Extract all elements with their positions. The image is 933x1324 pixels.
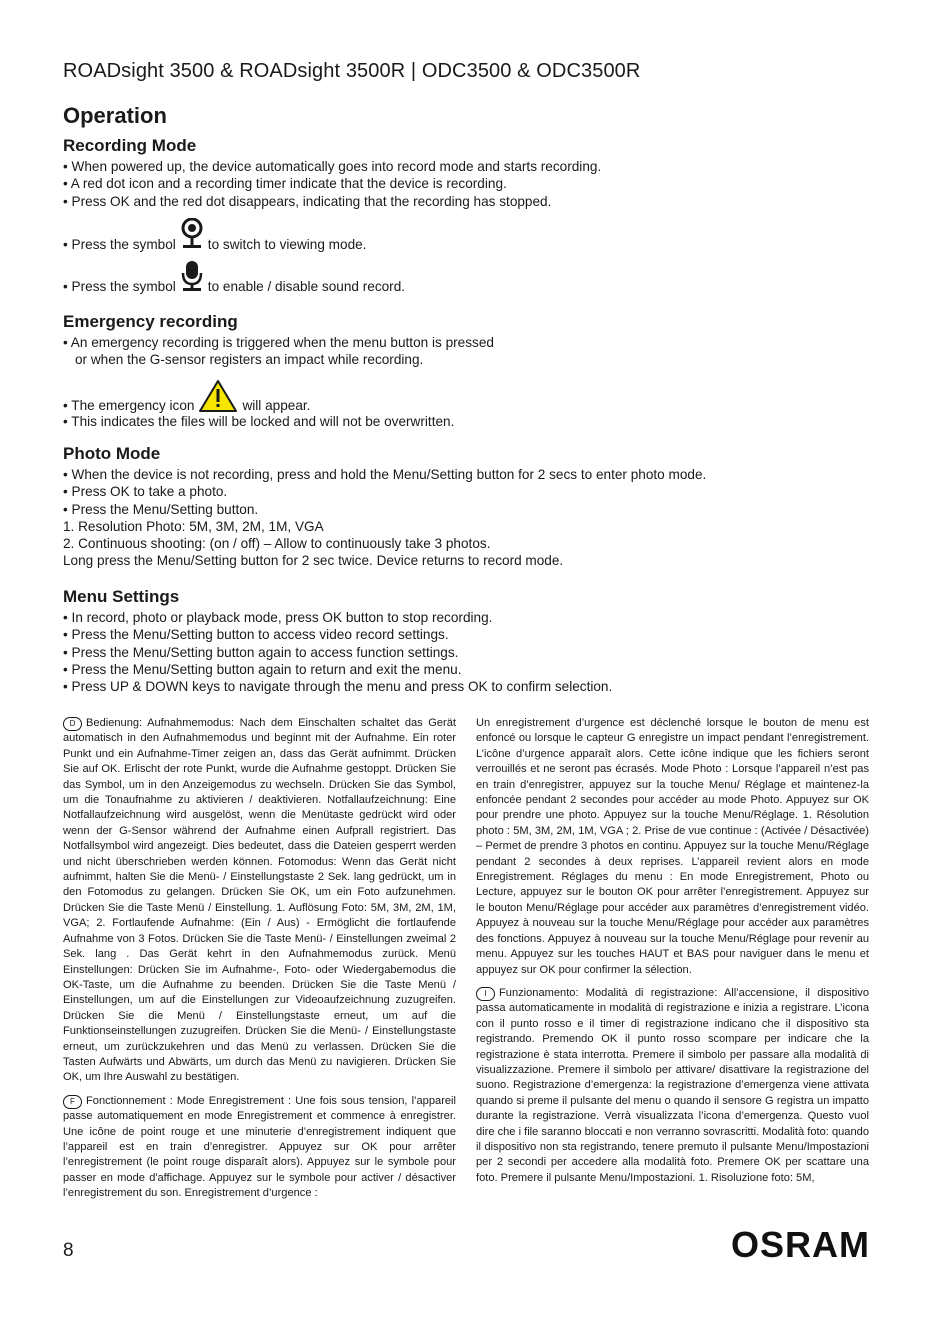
list-item: • Press the Menu/Setting button again to return and exit the menu.	[63, 661, 462, 677]
list-item: • A red dot icon and a recording timer indicate that the device is recording.	[63, 176, 507, 192]
french-paragraph-continued	[476, 716, 869, 978]
translation-column-left	[63, 716, 456, 1210]
list-item: 2. Continuous shooting: (on / off) – Allow to continuously take 3 photos.	[63, 536, 491, 552]
list-item: • An emergency recording is triggered when the menu button is pressed	[63, 335, 494, 350]
german-paragraph	[63, 716, 456, 1086]
photo-mode-heading: Photo Mode	[63, 444, 161, 463]
symbol-line-sound	[63, 252, 883, 294]
emergency-text-before: • The emergency icon	[63, 397, 195, 413]
page-number: 8	[63, 1240, 74, 1261]
menu-settings-section	[63, 586, 883, 695]
emergency-heading: Emergency recording	[63, 312, 238, 331]
list-item: • Press the Menu/Setting button.	[63, 501, 259, 517]
list-item: • When powered up, the device automatically goes into record mode and starts recording.	[63, 159, 602, 174]
emergency-section	[63, 311, 883, 430]
symbol-line-viewing	[63, 210, 883, 252]
language-badge-fr: F	[63, 1095, 82, 1109]
symbol-text-before: • Press the symbol	[63, 236, 176, 252]
language-badge-de: D	[63, 717, 82, 731]
recording-mode-section	[63, 135, 883, 294]
warning-triangle-icon	[198, 379, 238, 413]
list-item: • When the device is not recording, press and hold the Menu/Setting button for 2 secs to enter photo mode.	[63, 467, 707, 482]
page-title: Operation	[63, 103, 167, 128]
french-paragraph-start	[63, 1094, 456, 1202]
language-badge-it: I	[476, 987, 495, 1001]
recording-mode-heading: Recording Mode	[63, 136, 197, 155]
french-text-continued: Un enregistrement d’urgence est déclenché lorsque le bouton de menu est enfoncé ou lorsque le capteur G enregistre un impact pendant l’enregistrement. L’icône d’urgence apparaît alors. Cette icône indique que les fichiers seront verrouillés et ne seront pas écrasés. Mode Photo : Lorsque l’appareil n’est pas en train d’enregistrer, appuyez sur la touche Menu/ Réglage et maintenez-la enfoncée pendant 2 secondes pour accéder au mode Photo. Appuyez sur OK pour prendre une photo. Appuyez sur la touche Menu/Réglage. 1. Résolution photo : 5M, 3M, 2M, 1M, VGA ; 2. Prise de vue continue : (Activée / Désactivée) – Permet de prendre 3 photos en continu. Appuyez sur la touche Menu/Réglage pendant 2 secondes à deux reprises. L’appareil revient alors en mode Enregistrement. Réglages du menu : En mode Enregistrement, Photo ou Lecture, appuyez sur le bouton OK pour arrêter l’enregistrement. Appuyez sur le bouton Menu/Réglage pour accéder aux paramètres d’enregistrement vidéo. Appuyez à nouveau sur la touche Menu/Réglage pour accéder aux paramètres des fonctions. Appuyez à nouveau sur la touche Menu/Réglage pour revenir au menu. Appuyez sur les touches HAUT et BAS pour naviguer dans le menu et appuyez sur OK pour confirmer la sélection.	[476, 717, 869, 976]
list-item: • Press UP & DOWN keys to navigate through the menu and press OK to confirm selection.	[63, 679, 613, 695]
list-item: • Press OK and the red dot disappears, indicating that the recording has stopped.	[63, 193, 552, 209]
list-item: • This indicates the files will be locked and will not be overwritten.	[63, 413, 455, 429]
brand-logo: OSRAM	[731, 1224, 870, 1265]
menu-settings-heading: Menu Settings	[63, 587, 180, 606]
emergency-text-after: will appear.	[242, 397, 311, 413]
photo-mode-section	[63, 443, 883, 570]
list-item: Long press the Menu/Setting button for 2 sec twice. Device returns to record mode.	[63, 553, 564, 569]
camera-view-icon	[180, 218, 204, 252]
list-item: 1. Resolution Photo: 5M, 3M, 2M, 1M, VGA	[63, 518, 324, 534]
symbol-text-after: to switch to viewing mode.	[207, 236, 367, 252]
translation-column-right	[476, 716, 869, 1194]
list-item: • Press the Menu/Setting button to access video record settings.	[63, 627, 449, 643]
document-header: ROADsight 3500 & ROADsight 3500R | ODC3500 & ODC3500R	[63, 60, 641, 82]
list-item-continuation: or when the G-sensor registers an impact while recording.	[75, 352, 424, 368]
symbol-text-before: • Press the symbol	[63, 278, 176, 294]
microphone-icon	[180, 260, 204, 294]
italian-paragraph	[476, 986, 869, 1186]
french-text-start: Fonctionnement : Mode Enregistrement : Une fois sous tension, l’appareil passe automatiquement en mode Enregistrement et commence à enregistrer. Une icône de point rouge et une minuterie d’enregistrement indiquent que l’appareil est en train d’enregistrer. Appuyez sur OK pour arrêter l’enregistrement (le point rouge disparaît alors). Appuyez sur le symbole pour passer en mode d'affichage. Appuyez sur le symbole pour activer / désactiver l’enregistrement du son. Enregistrement d’urgence :	[63, 1094, 456, 1200]
italian-text: Funzionamento: Modalità di registrazione: All’accensione, il dispositivo passa automaticamente in modalità di registrazione e inizia a registrare. L’icona con il punto rosso e il timer di registrazione indicano che il dispositivo sta registrando. Premendo OK il punto rosso scompare per indicare che la registrazione è stata interrotta. Premere il simbolo per passare alla modalità di visualizzazione. Premere il simbolo per attivare/ disattivare la registrazione del suono. Registrazione d’emergenza: la registrazione d’emergenza viene attivata quando si preme il pulsante del menu o quando il sensore G registra un impatto durante la registrazione. Verrà visualizzata l’icona d’emergenza. Questo vuol dire che i file saranno bloccati e non verranno sovrascritti. Modalità foto: quando il dispositivo non sta registrando, tenere premuto il pulsante Menu/Impostazioni per 2 secondi per accedere alla modalità foto. Premere OK per scattare una foto. Premere il pulsante Menu/Impostazioni. 1. Risoluzione foto: 5M,	[476, 986, 869, 1184]
list-item: • Press the Menu/Setting button again to access function settings.	[63, 644, 459, 660]
list-item: • In record, photo or playback mode, press OK button to stop recording.	[63, 610, 493, 625]
german-text: Bedienung: Aufnahmemodus: Nach dem Einschalten schaltet das Gerät automatisch in den Aufnahmemodus und beginnt mit der Aufnahme. Ein roter Punkt und ein Aufnahme-Timer zeigen an, dass das Gerät aufnimmt. Drücken Sie auf OK. Erlischt der rote Punkt, wurde die Aufnahme gestoppt. Drücken Sie das Symbol, um in den Anzeigemodus zu wechseln. Drücken Sie das Symbol, um die Tonaufnahme zu aktivieren / deaktivieren. Notfallaufzeichnung: Eine Notfallaufzeichnung wird ausgelöst, wenn die Menütaste gedrückt wird oder wenn der G-Sensor während der Aufnahme einen Aufprall registriert. Das Notfallsymbol wird angezeigt. Dies bedeutet, dass die Dateien gesperrt werden und nicht überschrieben werden können. Fotomodus: Wenn das Gerät nicht aufnimmt, halten Sie die Menü- / Einstellungstaste 2 Sek. lang gedrückt, um in den Fotomodus zu gelangen. Drücken Sie OK, um ein Foto aufzunehmen. Drücken Sie die Taste Menü / Einstellung. 1. Auflösung Foto: 5M, 3M, 2M, 1M, VGA; 2. Fortlaufende Aufnahme: (Ein / Aus) - Ermöglicht die fortlaufende Aufnahme von 3 Fotos. Drücken Sie die Taste Menü- / Einstellungen zweimal 2 Sek. lang . Das Gerät kehrt in den Aufnahmemodus zurück. Menü Einstellungen: Drücken Sie im Aufnahme-, Foto- oder Wiedergabemodus die OK-Taste, um die Aufnahme zu beenden. Drücken Sie die Taste Menü / Einstellungen, um auf die Einstellungen zur Videoaufzeichnung zuzugreifen. Drücken Sie die Menü / Einstellungstaste erneut, um auf die Funktionseinstellungen zuzugreifen. Drücken Sie die Menü- / Einstellungstaste erneut, um zurückzukehren und das Menü zu verlassen. Drücken Sie die Tasten Aufwärts und Abwärts, um durch das Menü zu navigieren. Drücken Sie OK, um Ihre Auswahl zu bestätigen.	[63, 717, 456, 1084]
emergency-icon-line	[63, 369, 883, 413]
symbol-text-after: to enable / disable sound record.	[207, 278, 406, 294]
list-item: • Press OK to take a photo.	[63, 484, 228, 500]
